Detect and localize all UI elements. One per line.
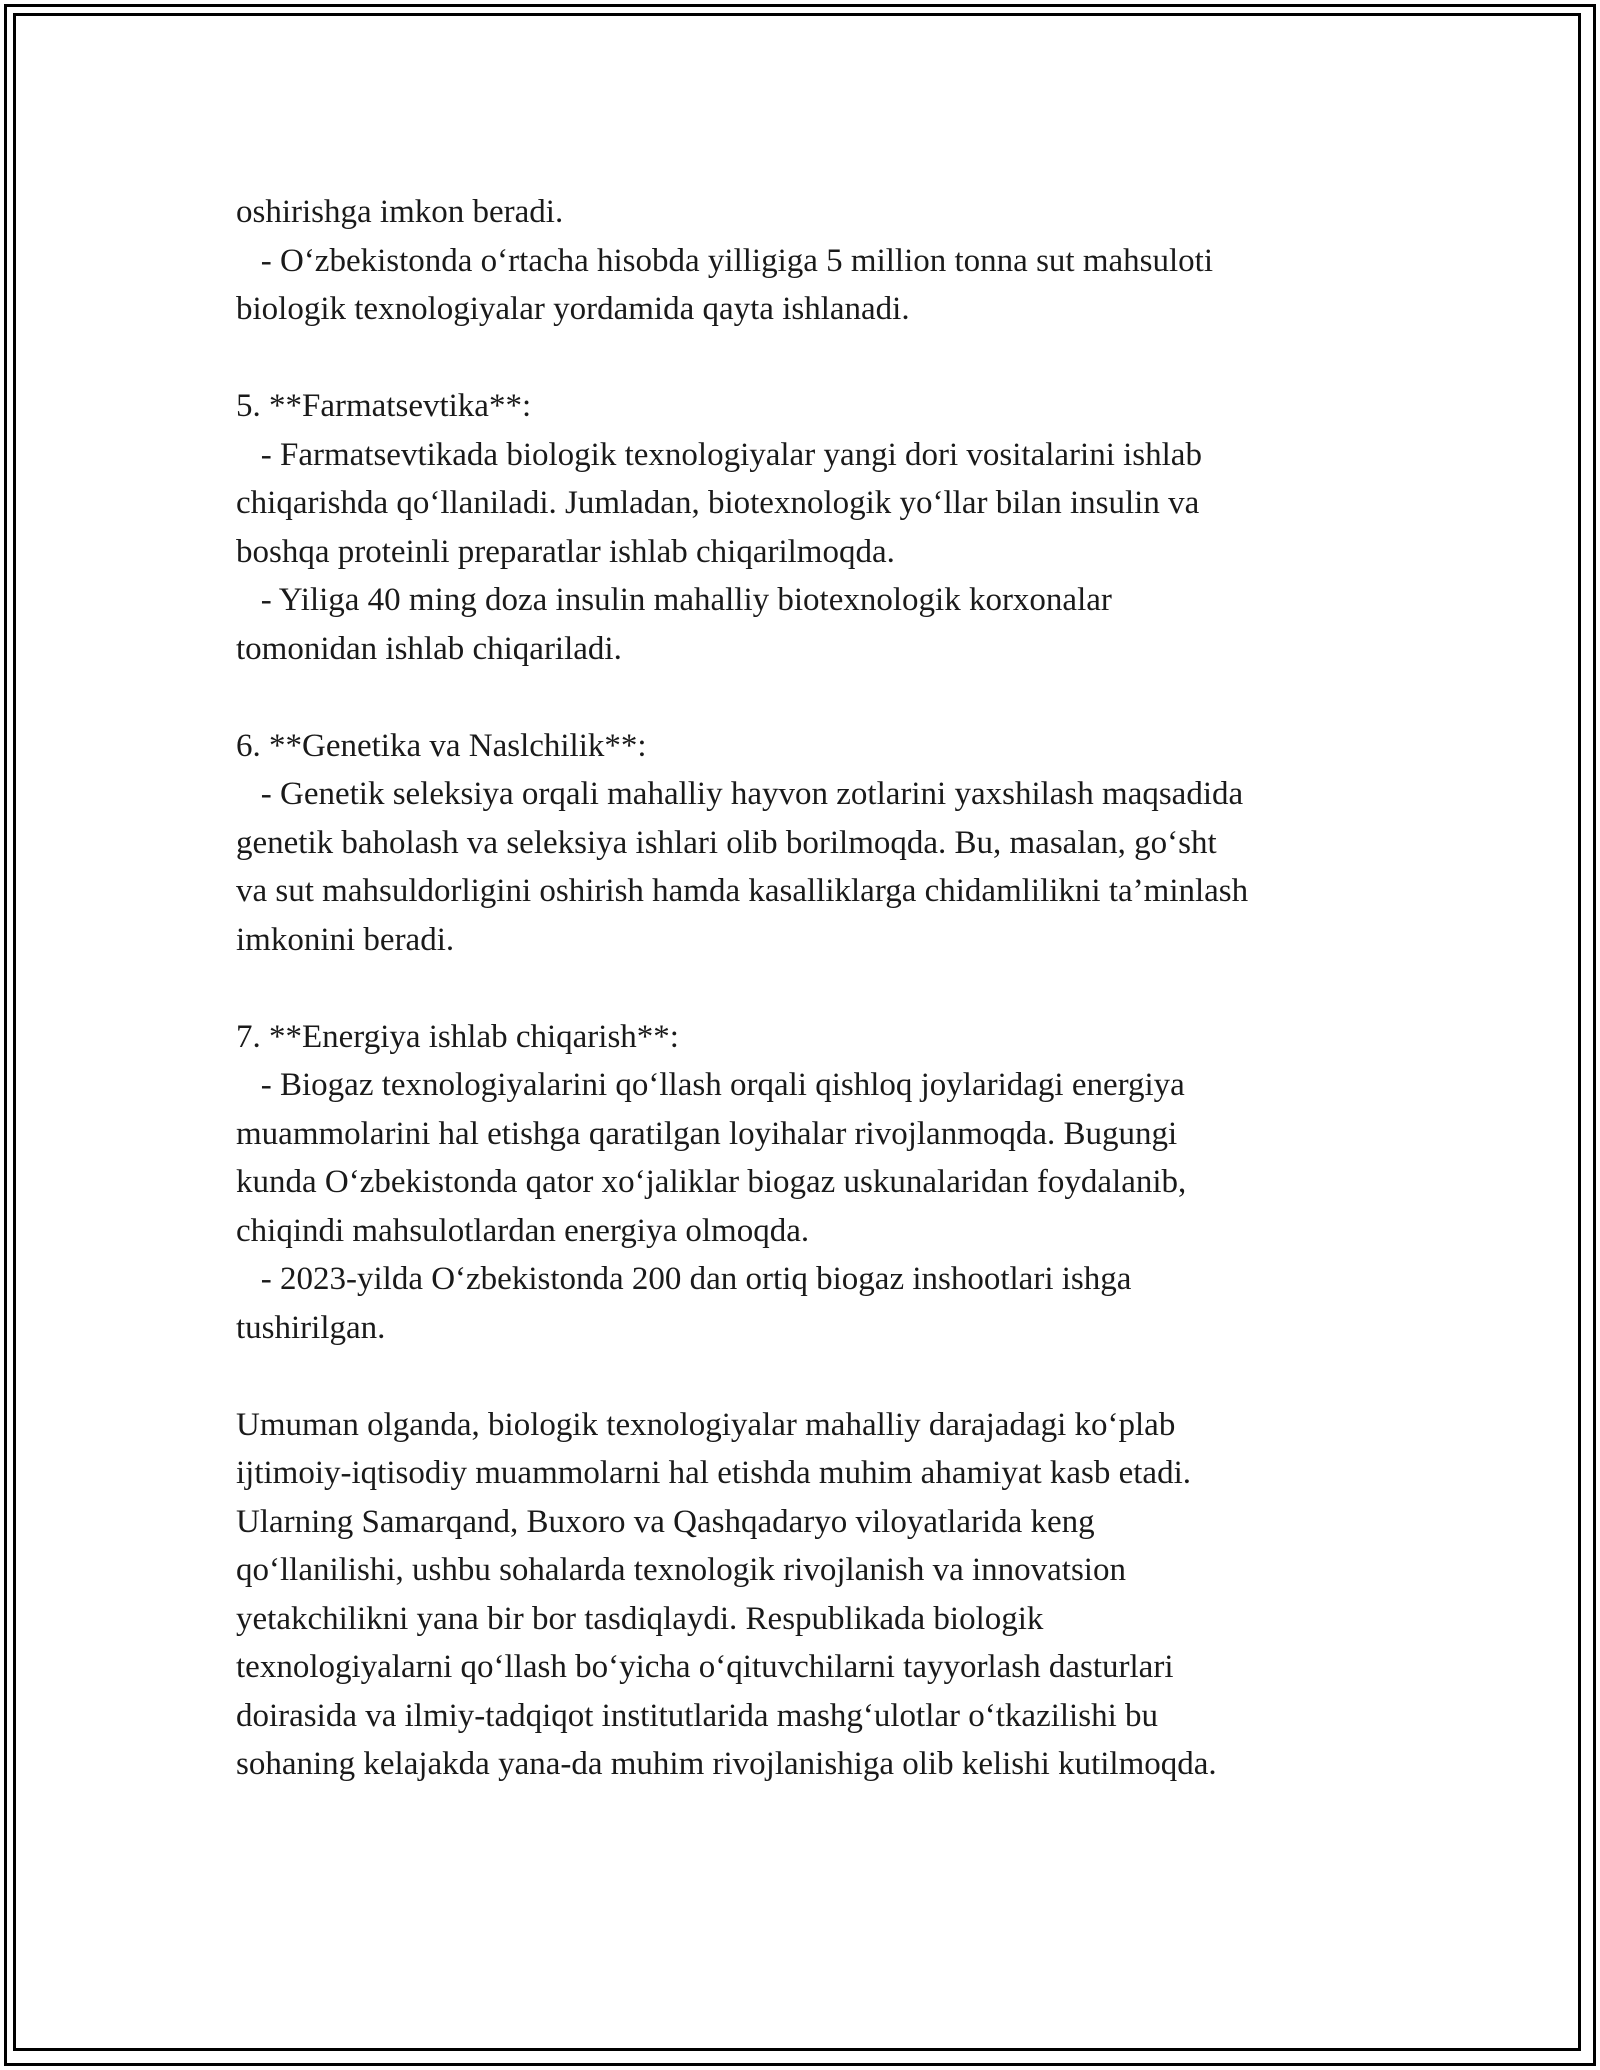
paragraph-gap <box>236 673 1396 722</box>
continuation-paragraph <box>236 188 1396 334</box>
text-line: chiqarishda qo‘llaniladi. Jumladan, biotexnologik yo‘llar bilan insulin va <box>236 485 1200 521</box>
text-line: biologik texnologiyalar yordamida qayta ishlanadi. <box>236 291 910 327</box>
paragraph-gap <box>236 964 1396 1013</box>
section-heading: 7. **Energiya ishlab chiqarish**: <box>236 1018 679 1055</box>
conclusion-paragraph <box>236 1401 1396 1789</box>
text-line: tomonidan ishlab chiqariladi. <box>236 630 622 667</box>
text-line: chiqindi mahsulotlardan energiya olmoqda. <box>236 1212 810 1249</box>
bullet-line: - Yiliga 40 ming doza insulin mahalliy biotexnologik korxonalar <box>236 582 1112 618</box>
document-body <box>236 188 1396 1789</box>
section-farmatsevtika <box>236 382 1396 673</box>
section-energiya <box>236 1013 1396 1353</box>
bullet-line: - Biogaz texnologiyalarini qo‘llash orqali qishloq joylaridagi energiya <box>236 1067 1185 1103</box>
section-heading: 6. **Genetika va Naslchilik**: <box>236 727 647 764</box>
text-line: qo‘llanilishi, ushbu sohalarda texnologik rivojlanish va innovatsion <box>236 1552 1126 1588</box>
section-genetika <box>236 722 1396 965</box>
bullet-line: - Farmatsevtikada biologik texnologiyalar yangi dori vositalarini ishlab <box>236 436 1202 473</box>
section-heading: 5. **Farmatsevtika**: <box>236 388 532 424</box>
text-line: kunda O‘zbekistonda qator xo‘jaliklar biogaz uskunalaridan foydalanib, <box>236 1164 1187 1200</box>
text-line: muammolarini hal etishga qaratilgan loyihalar rivojlanmoqda. Bugungi <box>236 1115 1178 1152</box>
bullet-line: - O‘zbekistonda o‘rtacha hisobda yilligiga 5 million tonna sut mahsuloti <box>236 242 1213 279</box>
bullet-line: - 2023-yilda O‘zbekistonda 200 dan ortiq biogaz inshootlari ishga <box>236 1261 1132 1297</box>
text-line: Ularning Samarqand, Buxoro va Qashqadaryo viloyatlarida keng <box>236 1503 1095 1540</box>
text-line: va sut mahsuldorligini oshirish hamda kasalliklarga chidamlilikni ta’minlash <box>236 873 1249 909</box>
text-line: sohaning kelajakda yana-da muhim rivojlanishiga olib kelishi kutilmoqda. <box>236 1746 1217 1782</box>
text-line: yetakchilikni yana bir bor tasdiqlaydi. Respublikada biologik <box>236 1600 1044 1637</box>
text-line: doirasida va ilmiy-tadqiqot institutlarida mashg‘ulotlar o‘tkazilishi bu <box>236 1697 1158 1734</box>
text-line: tushirilgan. <box>236 1309 386 1346</box>
text-line: ijtimoiy-iqtisodiy muammolarni hal etishda muhim ahamiyat kasb etadi. <box>236 1455 1192 1491</box>
text-line: texnologiyalarni qo‘llash bo‘yicha o‘qituvchilarni tayyorlash dasturlari <box>236 1649 1174 1685</box>
text-line: imkonini beradi. <box>236 921 455 958</box>
bullet-line: - Genetik seleksiya orqali mahalliy hayvon zotlarini yaxshilash maqsadida <box>236 776 1244 812</box>
text-line: Umuman olganda, biologik texnologiyalar mahalliy darajadagi ko‘plab <box>236 1406 1176 1443</box>
text-line: genetik baholash va seleksiya ishlari olib borilmoqda. Bu, masalan, go‘sht <box>236 824 1217 861</box>
paragraph-gap <box>236 1352 1396 1401</box>
text-line: boshqa proteinli preparatlar ishlab chiqarilmoqda. <box>236 533 895 570</box>
paragraph-gap <box>236 334 1396 383</box>
text-line: oshirishga imkon beradi. <box>236 194 564 230</box>
